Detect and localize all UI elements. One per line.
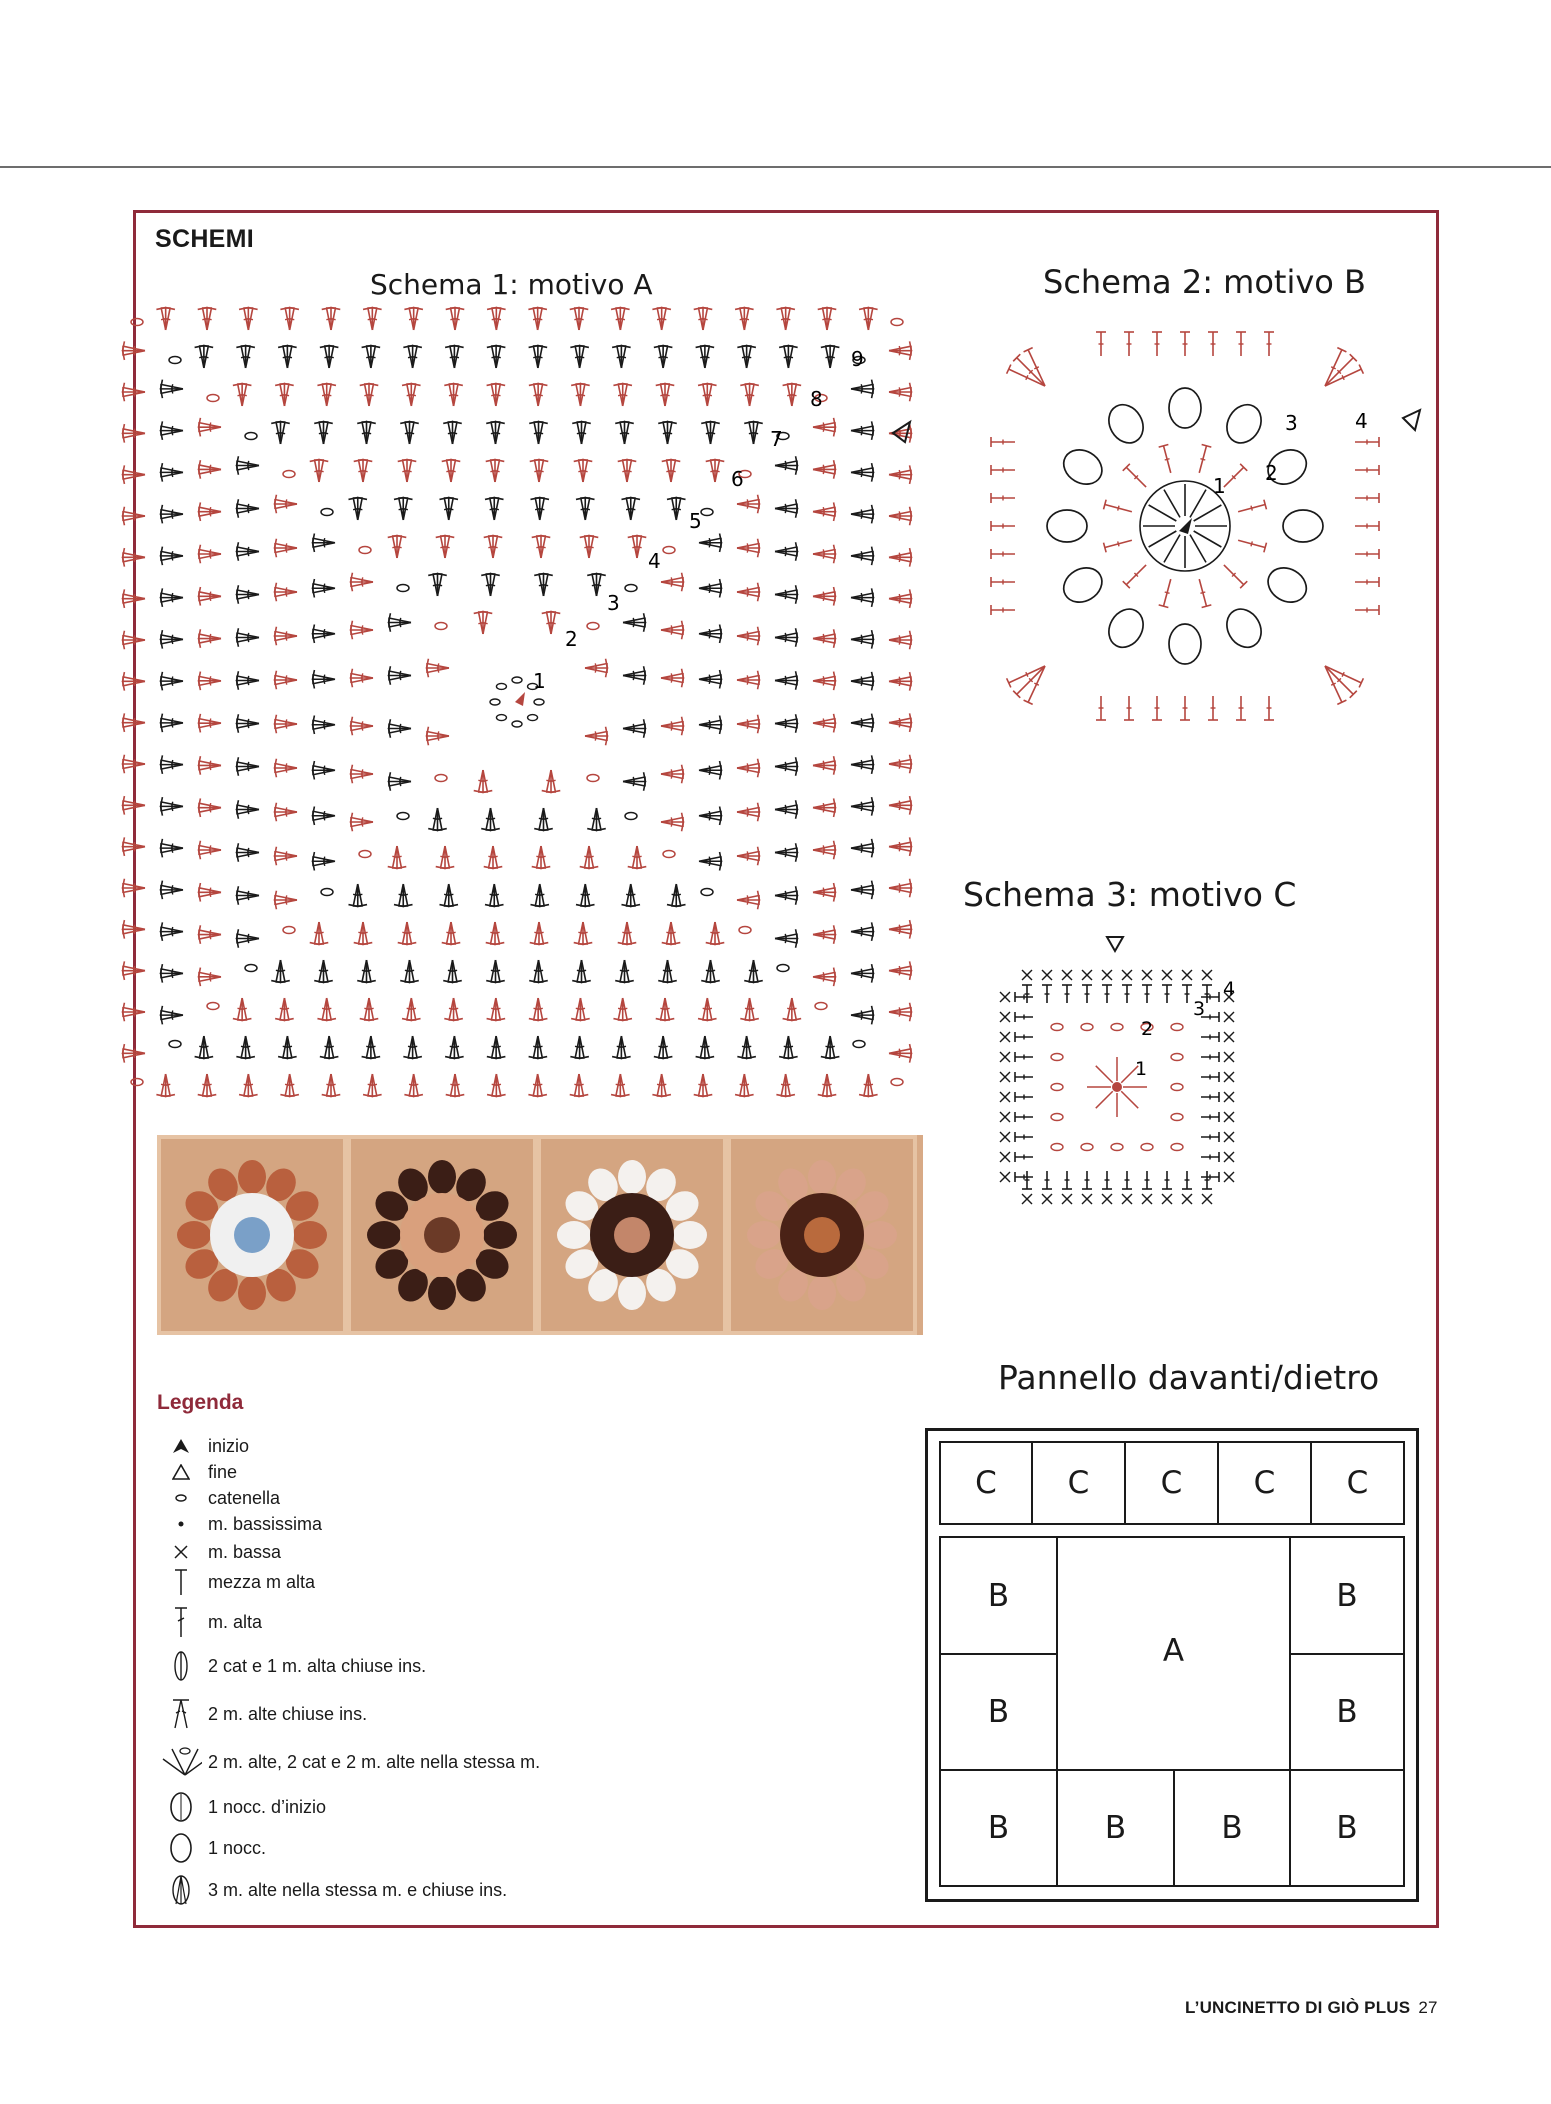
top-rule — [0, 166, 1551, 168]
cluster-chain-icon — [160, 1649, 202, 1683]
legend-label: m. alta — [208, 1611, 263, 1632]
page-number: 27 — [1418, 1998, 1438, 2017]
legend-label: 2 m. alte chiuse ins. — [208, 1703, 368, 1724]
legend-item — [160, 1568, 315, 1596]
double-t-icon — [160, 1606, 202, 1638]
legend-label: 1 nocc. — [208, 1837, 267, 1858]
legend-label: 1 nocc. d’inizio — [208, 1796, 327, 1817]
section-title: SCHEMI — [155, 225, 255, 253]
panel-cell-b: B — [939, 1653, 1058, 1771]
page-footer — [1185, 1998, 1438, 2018]
legend-item — [160, 1652, 426, 1680]
panel-cell-c: C — [1217, 1441, 1312, 1525]
scheme-3-title: Schema 3: motivo C — [963, 875, 1297, 914]
legend-item — [160, 1608, 262, 1636]
legend-label: 2 cat e 1 m. alta chiuse ins. — [208, 1655, 427, 1676]
round-label: 4 — [1223, 978, 1236, 1000]
legend-item — [160, 1458, 237, 1486]
half-double-t-icon — [160, 1568, 202, 1596]
round-label: 2 — [1141, 1018, 1154, 1040]
legend-title: Legenda — [157, 1391, 244, 1414]
legend-item — [160, 1510, 322, 1538]
legend-item — [160, 1834, 266, 1862]
puff-icon — [160, 1831, 202, 1865]
legend-label: m. bassa — [208, 1541, 282, 1562]
scheme-1-chart — [145, 330, 890, 1075]
panel-cell-b: B — [1173, 1769, 1291, 1887]
end-triangle-icon — [160, 1464, 202, 1480]
panel-diagram — [925, 1428, 1419, 1902]
panel-cell-b: B — [1289, 1769, 1405, 1887]
puff-start-icon — [160, 1790, 202, 1824]
legend-item — [160, 1538, 281, 1566]
legend-item — [160, 1748, 540, 1776]
scheme-3-chart — [985, 935, 1255, 1225]
round-label: 7 — [770, 427, 783, 451]
panel-cell-b: B — [1056, 1769, 1175, 1887]
legend-label: 3 m. alte nella stessa m. e chiuse ins. — [208, 1879, 508, 1900]
end-triangle-icon — [1107, 937, 1123, 951]
cluster-three-icon — [160, 1873, 202, 1907]
legend-item — [160, 1793, 326, 1821]
round-label: 5 — [689, 509, 702, 533]
legend-item — [160, 1484, 280, 1512]
motifs-photo — [157, 1135, 923, 1335]
round-label: 2 — [565, 627, 578, 651]
round-label: 3 — [1193, 998, 1206, 1020]
cross-icon — [160, 1544, 202, 1560]
round-label: 1 — [1213, 474, 1226, 498]
panel-cell-c: C — [1310, 1441, 1405, 1525]
legend-item — [160, 1876, 507, 1904]
panel-cell-b: B — [1289, 1536, 1405, 1655]
round-label: 3 — [607, 591, 620, 615]
panel-title: Pannello davanti/dietro — [998, 1358, 1380, 1397]
start-triangle-icon — [515, 692, 525, 706]
panel-cell-a: A — [1056, 1536, 1291, 1771]
round-label: 4 — [648, 549, 661, 573]
legend-label: catenella — [208, 1487, 281, 1508]
panel-cell-c: C — [1124, 1441, 1219, 1525]
round-label: 3 — [1285, 411, 1298, 435]
legend-label: 2 m. alte, 2 cat e 2 m. alte nella stessa m. — [208, 1751, 541, 1772]
legend-label: fine — [208, 1461, 238, 1482]
panel-cell-b: B — [1289, 1653, 1405, 1771]
magazine-name: L’UNCINETTO DI GIÒ PLUS — [1185, 1998, 1411, 2017]
legend-label: mezza m alta — [208, 1571, 316, 1592]
panel-cell-c: C — [1031, 1441, 1126, 1525]
scheme-2-chart — [985, 318, 1395, 736]
round-label: 9 — [851, 347, 864, 371]
panel-cell-b: B — [939, 1769, 1058, 1887]
cluster-two-icon — [160, 1697, 202, 1731]
panel-cell-c: C — [939, 1441, 1033, 1525]
round-label: 4 — [1355, 409, 1368, 433]
round-label: 2 — [1265, 461, 1278, 485]
legend-label: inizio — [208, 1435, 250, 1456]
start-triangle-icon — [160, 1438, 202, 1454]
round-label: 6 — [731, 467, 744, 491]
slip-dot-icon — [160, 1520, 202, 1528]
scheme-2-title: Schema 2: motivo B — [1043, 263, 1366, 301]
round-label: 1 — [533, 669, 546, 693]
round-label: 8 — [810, 387, 823, 411]
chain-oval-icon — [160, 1493, 202, 1503]
legend-label: m. bassissima — [208, 1513, 323, 1534]
legend-item — [160, 1432, 249, 1460]
legend-item — [160, 1700, 367, 1728]
scheme-1-title: Schema 1: motivo A — [370, 268, 653, 301]
panel-cell-b: B — [939, 1536, 1058, 1655]
shell-icon — [160, 1745, 202, 1779]
round-label: 1 — [1135, 1058, 1148, 1080]
